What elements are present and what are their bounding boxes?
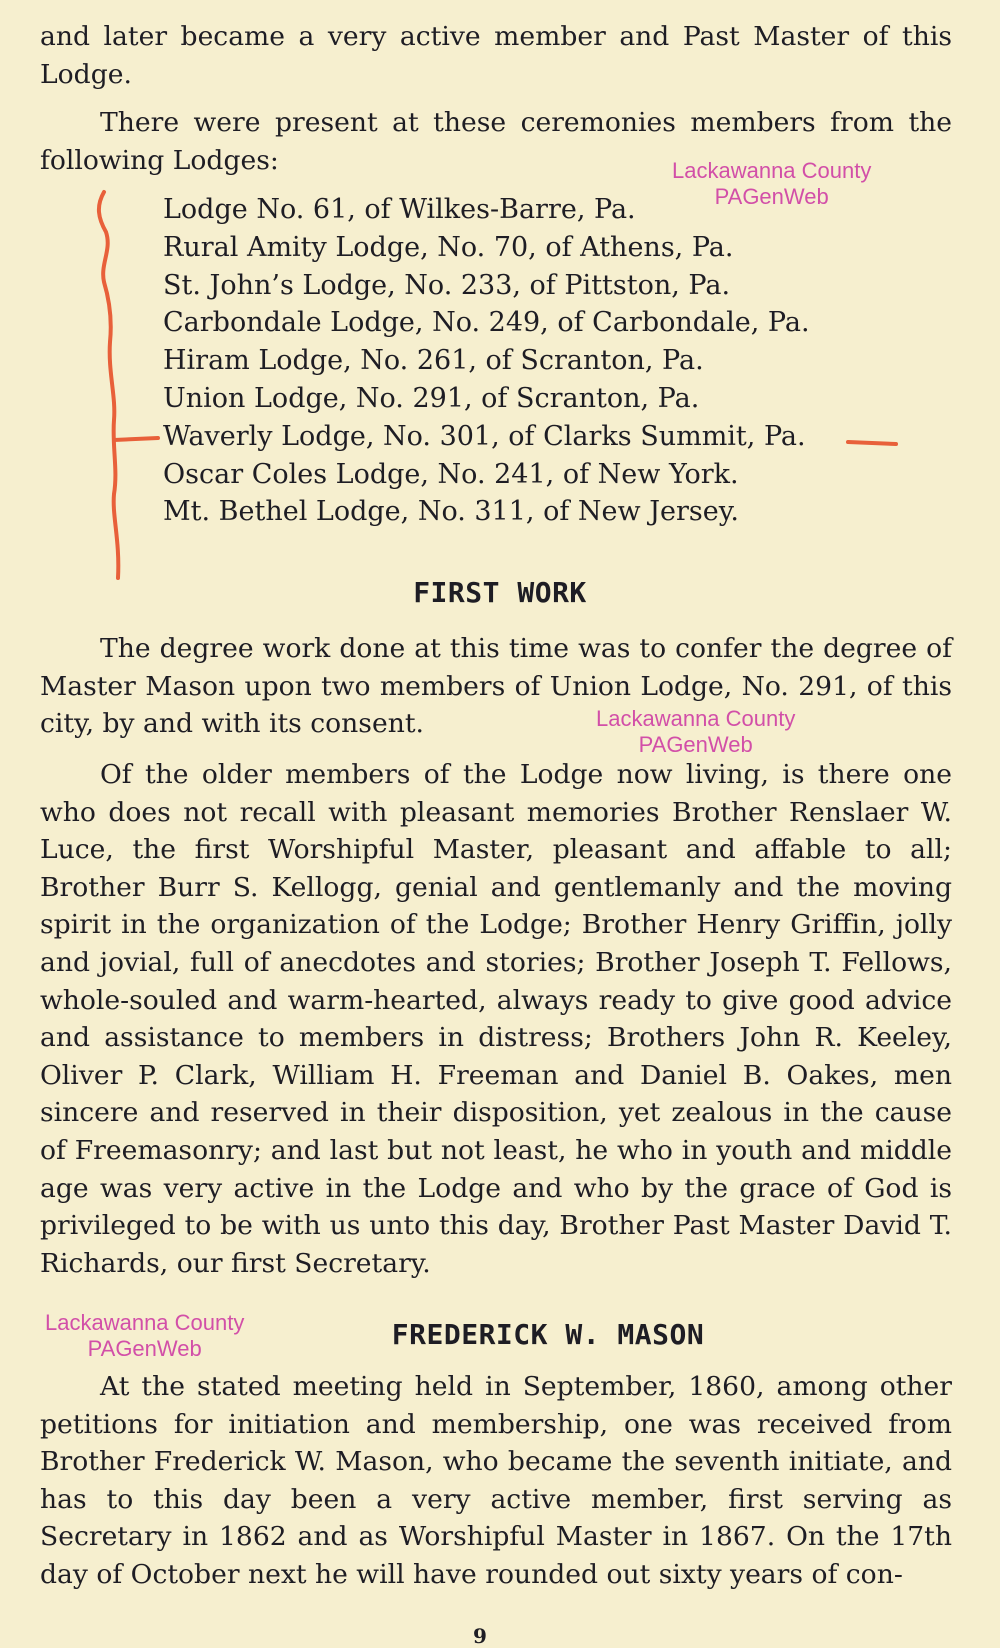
watermark-line2: PAGenWeb	[638, 732, 753, 757]
intro-line: and later became a very active member and Past Master of this Lodge.	[40, 21, 952, 90]
lodge-item: Carbondale Lodge, No. 249, of Carbondale, Pa.	[163, 307, 810, 339]
watermark-line2: PAGenWeb	[87, 1336, 202, 1361]
lodge-item: Union Lodge, No. 291, of Scranton, Pa.	[163, 382, 700, 414]
page-number: 9	[473, 1624, 487, 1648]
older-members-paragraph: Of the older members of the Lodge now living, is there one who does not recall with pleasant memories Brother Renslaer W. Luce, the first Worshipful Master, pleasant and affable to all; Brother Burr S. Kellogg, genial and gentlemanly and the moving spirit in the organization of the Lodge; Brother Henry Griffin, jolly and jovial, full of anecdotes and stories; Brother Joseph T. Fellows, whole-souled and warm-hearted, always ready to give good advice and assistance to members in distress; Brothers John R. Keeley, Oliver P. Clark, William H. Freeman and Daniel B. Oakes, men sincere and reserved in their disposition, yet zealous in the cause of Freemasonry; and last but not least, he who in youth and middle age was very active in the Lodge and who by the grace of God is privileged to be with us unto this day, Brother Past Master David T. Richards, our first Secretary.	[40, 759, 952, 1279]
lodge-item: Waverly Lodge, No. 301, of Clarks Summit, Pa.	[163, 420, 806, 452]
watermark-line1: Lackawanna County	[596, 706, 796, 731]
lodge-item: Rural Amity Lodge, No. 70, of Athens, Pa.	[163, 231, 734, 263]
watermark-line2: PAGenWeb	[714, 184, 829, 209]
present-paragraph: There were present at these ceremonies members from the following Lodges:	[40, 107, 952, 176]
watermark	[45, 1310, 244, 1362]
mason-paragraph: At the stated meeting held in September, 1860, among other petitions for initiation and membership, one was received from Brother Frederick W. Mason, who became the seventh initiate, and has to this day been a very active member, first serving as Secretary in 1862 and as Worshipful Master in 1867. On the 17th day of October next he will have rounded out sixty years of con-	[40, 1371, 952, 1590]
lodge-item: Mt. Bethel Lodge, No. 311, of New Jersey.	[163, 496, 740, 528]
watermark	[596, 706, 795, 758]
lodge-item: Lodge No. 61, of Wilkes-Barre, Pa.	[163, 194, 636, 225]
first-work-paragraph: The degree work done at this time was to confer the degree of Master Mason upon two members of Union Lodge, No. 291, of this city, by and with its consent.	[40, 633, 952, 740]
pencil-bracket-mark	[99, 192, 118, 578]
pencil-tick-left	[114, 438, 158, 440]
first-work-heading: FIRST WORK	[413, 576, 587, 609]
lodge-item: Hiram Lodge, No. 261, of Scranton, Pa.	[163, 345, 704, 377]
pencil-tick-right	[848, 442, 896, 444]
lodge-item: St. John’s Lodge, No. 233, of Pittston, Pa.	[163, 269, 731, 301]
watermark-line1: Lackawanna County	[45, 1310, 245, 1335]
watermark-line1: Lackawanna County	[672, 158, 872, 183]
watermark	[672, 158, 871, 210]
lodge-item: Oscar Coles Lodge, No. 241, of New York.	[163, 458, 739, 490]
frederick-mason-heading: FREDERICK W. MASON	[391, 1318, 705, 1351]
